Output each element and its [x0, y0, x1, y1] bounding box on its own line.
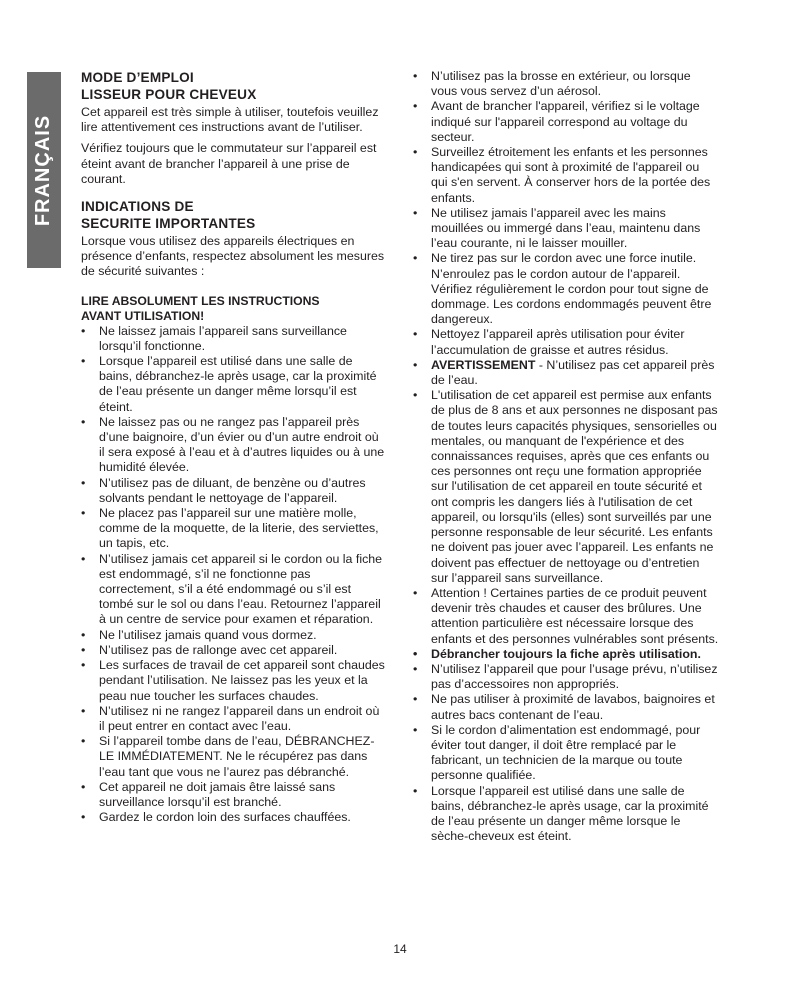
list-item: • Ne placez pas l’appareil sur une matière molle, comme de la moquette, de la literie, des serviettes, un tapis, etc.: [81, 506, 387, 552]
list-item: • Si l’appareil tombe dans de l’eau, DÉBRANCHEZ-LE IMMÉDIATEMENT. Ne le récupérez pas dans l’eau tant que vous ne l’aurez pas débranché.: [81, 734, 387, 780]
list-item: • Ne laissez pas ou ne rangez pas l’appareil près d’une baignoire, d’un évier ou d’un autre endroit où il sera exposé à l’eau et à d’autres liquides ou à une humidité élevée.: [81, 415, 387, 476]
read-instructions-heading: [81, 294, 387, 324]
list-item: • Ne tirez pas sur le cordon avec une force inutile. N’enroulez pas le cordon autour de l’appareil. Vérifiez régulièrement le cordon pour tout signe de dommage. Les cordons endommagés peuvent être dangereux.: [413, 251, 719, 327]
title-line-2: LISSEUR POUR CHEVEUX: [81, 87, 257, 102]
safety-heading: [81, 198, 387, 232]
list-item: • Ne laissez jamais l’appareil sans surveillance lorsqu’il fonctionne.: [81, 324, 387, 354]
unplug-notice: • Débrancher toujours la fiche après utilisation.: [413, 647, 719, 662]
read-instructions-line-1: LIRE ABSOLUMENT LES INSTRUCTIONS: [81, 293, 320, 308]
list-item: • Si le cordon d’alimentation est endommagé, pour éviter tout danger, il doit être remplacé par le fabricant, un technicien de la marque ou toute personne qualifiée.: [413, 723, 719, 784]
list-item: • N’utilisez jamais cet appareil si le cordon ou la fiche est endommagé, s’il ne fonctionne pas correctement, s’il a été endommagé ou s’il est tombé sur le sol ou dans l’eau. Retournez l’appareil à un centre de service pour examen et réparation.: [81, 552, 387, 628]
list-item: • Lorsque l’appareil est utilisé dans une salle de bains, débranchez-le après usage, car la proximité de l’eau présente un danger même lorsque le sèche-cheveux est éteint.: [413, 784, 719, 845]
list-item: • N’utilisez pas de rallonge avec cet appareil.: [81, 643, 387, 658]
warning-item: [413, 358, 719, 388]
list-item: • Nettoyez l’appareil après utilisation pour éviter l’accumulation de graisse et autres résidus.: [413, 327, 719, 357]
list-item: • Avant de brancher l'appareil, vérifiez si le voltage indiqué sur l'appareil correspond au voltage du secteur.: [413, 99, 719, 145]
list-item: • Les surfaces de travail de cet appareil sont chaudes pendant l’utilisation. Ne laissez pas les yeux et la peau nue toucher les surfaces chaudes.: [81, 658, 387, 704]
intro-paragraph-1: Cet appareil est très simple à utiliser, toutefois veuillez lire attentivement ces instructions avant de l’utiliser.: [81, 105, 379, 135]
list-item: • Surveillez étroitement les enfants et les personnes handicapées qui sont à proximité de l'appareil ou qui s'en servent. À conserver hors de la portée des enfants.: [413, 145, 719, 206]
list-item: • N’utilisez ni ne rangez l’appareil dans un endroit où il peut entrer en contact avec l’eau.: [81, 704, 387, 734]
page-number: 14: [393, 942, 407, 956]
intro-paragraph-2: Vérifiez toujours que le commutateur sur l’appareil est éteint avant de brancher l’appareil à une prise de courant.: [81, 141, 377, 186]
safety-intro: Lorsque vous utilisez des appareils électriques en présence d’enfants, respectez absolument les mesures de sécurité suivantes :: [81, 234, 385, 279]
list-item: • Cet appareil ne doit jamais être laissé sans surveillance lorsqu’il est branché.: [81, 780, 387, 810]
read-instructions-line-2: AVANT UTILISATION!: [81, 308, 205, 323]
title-line-1: MODE D’EMPLOI: [81, 70, 194, 85]
list-item: • Attention ! Certaines parties de ce produit peuvent devenir très chaudes et causer des brûlures. Une attention particulière est nécessaire lorsque des enfants et des personnes vulnérables sont présents.: [413, 586, 719, 647]
list-item: • Gardez le cordon loin des surfaces chauffées.: [81, 810, 387, 825]
language-label-text: FRANÇAIS: [32, 114, 55, 226]
list-item: • N’utilisez pas de diluant, de benzène ou d’autres solvants pendant le nettoyage de l’appareil.: [81, 476, 387, 506]
list-item: • N’utilisez l’appareil que pour l’usage prévu, n’utilisez pas d’accessoires non appropriés.: [413, 662, 719, 692]
right-safety-list: [413, 69, 719, 844]
list-item: • Ne l’utilisez jamais quand vous dormez.: [81, 628, 387, 643]
safety-heading-line-2: SECURITE IMPORTANTES: [81, 216, 256, 232]
list-item: • Lorsque l’appareil est utilisé dans une salle de bains, débranchez-le après usage, car la proximité de l’eau présente un danger même lorsqu’il est éteint.: [81, 354, 387, 415]
page-title: [81, 69, 387, 103]
left-safety-list: [81, 324, 387, 826]
safety-heading-line-1: INDICATIONS DE: [81, 199, 194, 215]
list-item: • L'utilisation de cet appareil est permise aux enfants de plus de 8 ans et aux personnes ne disposant pas de toutes leurs capacités physiques, sensorielles ou mentales, ou manquant de l'expérience et des connaissances requises, après que ces enfants ou ces personnes ont reçu une formation appropriée sur l'utilisation de cet appareil en toute sécurité et ont compris les dangers liés à l'utilisation de cet appareil, ou lorsqu'ils (elles) sont surveillés par une personne responsable de leur sécurité. Les enfants ne doivent pas jouer avec l’appareil. Les enfants ne doivent pas effectuer de nettoyage ou d’entretien sur l’appareil sans surveillance.: [413, 388, 719, 586]
language-tab-label: [27, 72, 61, 268]
language-tab: [27, 72, 61, 268]
list-item: • N’utilisez pas la brosse en extérieur, ou lorsque vous vous servez d’un aérosol.: [413, 69, 719, 99]
list-item: • Ne pas utiliser à proximité de lavabos, baignoires et autres bacs contenant de l’eau.: [413, 692, 719, 722]
list-item: • Ne utilisez jamais l’appareil avec les mains mouillées ou immergé dans l’eau, maintenu dans l’eau courante, ni le laisser mouiller.: [413, 206, 719, 252]
right-column: [413, 69, 719, 844]
left-column: [81, 69, 387, 825]
warning-text: - N’utilisez pas cet appareil près de l’eau.: [431, 357, 715, 388]
warning-label: AVERTISSEMENT: [431, 357, 536, 372]
